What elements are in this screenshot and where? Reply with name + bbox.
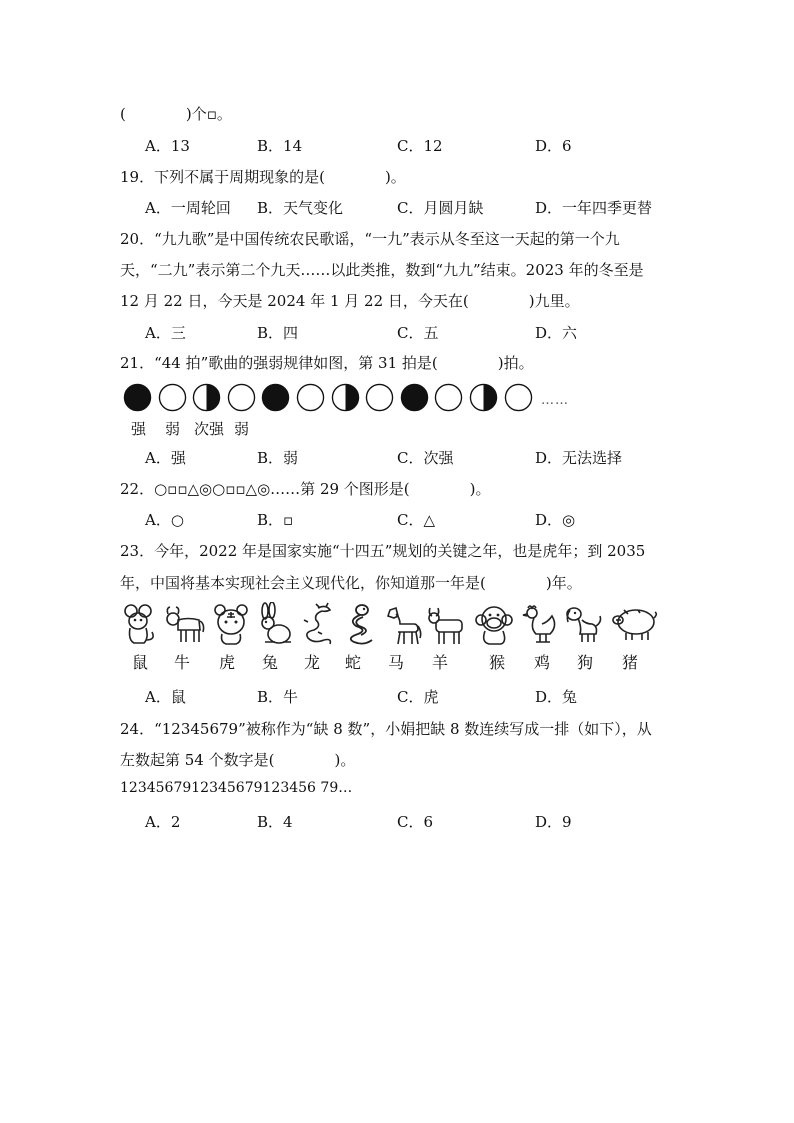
beat-circle-strong <box>123 383 152 412</box>
beat-circle-half <box>192 383 221 412</box>
q20-line-3: 12 月 22 日，今天是 2024 年 1 月 22 日，今天在( )九里。 <box>120 292 580 310</box>
q20-option-b[interactable]: B．四 <box>257 324 299 342</box>
q19-option-b[interactable]: B．天气变化 <box>257 199 344 217</box>
q19-text: 19．下列不属于周期现象的是( )。 <box>120 168 406 186</box>
zodiac-name-tiger: 虎 <box>218 653 235 672</box>
q24-option-b[interactable]: B．4 <box>257 813 293 831</box>
q20-option-d[interactable]: D．六 <box>535 324 578 342</box>
zodiac-name-goat: 羊 <box>431 653 448 672</box>
beat-circle-strong <box>400 383 429 412</box>
beat-pattern-figure <box>123 383 583 415</box>
q19-option-a[interactable]: A．一周轮回 <box>145 199 231 217</box>
q20-line-1: 20．“九九歌”是中国传统农民歌谣，“一九”表示从冬至这一天起的第一个九 <box>120 230 620 248</box>
beat-circle-half <box>469 383 498 412</box>
beat-circle-weak <box>434 383 463 412</box>
q22-option-b[interactable]: B．▫ <box>257 511 294 529</box>
snake-icon <box>338 602 380 646</box>
horse-icon <box>380 602 422 646</box>
rooster-icon <box>518 602 560 646</box>
tiger-icon <box>210 602 252 646</box>
beat-label-weak-2: 弱 <box>234 420 250 438</box>
q23-option-a[interactable]: A．鼠 <box>145 688 186 706</box>
beat-circle-weak <box>158 383 187 412</box>
zodiac-name-dog: 狗 <box>576 653 593 672</box>
zodiac-name-pig: 猪 <box>621 653 638 672</box>
beat-circle-half <box>331 383 360 412</box>
zodiac-animals <box>118 602 663 650</box>
beat-label-medium: 次强 <box>194 420 225 438</box>
dog-icon <box>562 602 604 646</box>
beat-label-strong: 强 <box>131 420 147 438</box>
q18-options <box>145 135 705 157</box>
zodiac-name-horse: 马 <box>387 653 404 672</box>
zodiac-name-ox: 牛 <box>173 653 190 672</box>
q22-options <box>145 509 705 531</box>
q21-option-c[interactable]: C．次强 <box>397 449 454 467</box>
q18-option-b[interactable]: B．14 <box>257 137 303 155</box>
ox-icon <box>164 602 206 646</box>
q23-option-d[interactable]: D．兔 <box>535 688 578 706</box>
q20-line-2: 天，“二九”表示第二个九天……以此类推，数到“九九”结束。2023 年的冬至是 <box>120 261 644 279</box>
q18-option-a[interactable]: A．13 <box>145 137 190 155</box>
q18-text: ( )个▫。 <box>120 105 232 123</box>
rabbit-icon <box>253 602 295 646</box>
q22-option-d[interactable]: D．◎ <box>535 511 576 529</box>
q21-text: 21．“44 拍”歌曲的强弱规律如图，第 31 拍是( )拍。 <box>120 354 534 372</box>
q24-options <box>145 811 705 833</box>
goat-icon <box>424 602 466 646</box>
zodiac-name-rooster: 鸡 <box>533 653 550 672</box>
q23-line-2: 年，中国将基本实现社会主义现代化，你知道那一年是( )年。 <box>120 574 582 592</box>
beat-circle-weak <box>296 383 325 412</box>
q24-line-2: 左数起第 54 个数字是( )。 <box>120 751 356 769</box>
q22-option-a[interactable]: A．○ <box>145 511 184 529</box>
beat-circle-weak <box>504 383 533 412</box>
q23-line-1: 23．今年，2022 年是国家实施“十四五”规划的关键之年，也是虎年；到 2035 <box>120 542 646 560</box>
q24-sequence: 1234567912345679123456 79… <box>120 780 353 796</box>
beat-circle-strong <box>261 383 290 412</box>
pig-icon <box>608 602 658 646</box>
beat-label-weak: 弱 <box>165 420 181 438</box>
q24-option-d[interactable]: D．9 <box>535 813 572 831</box>
zodiac-name-rabbit: 兔 <box>261 653 278 672</box>
beat-circle-weak <box>227 383 256 412</box>
q23-option-b[interactable]: B．牛 <box>257 688 299 706</box>
zodiac-name-rat: 鼠 <box>131 653 148 672</box>
zodiac-name-monkey: 猴 <box>488 653 505 672</box>
q23-options <box>145 686 705 708</box>
monkey-icon <box>473 602 515 646</box>
q20-option-c[interactable]: C．五 <box>397 324 439 342</box>
q22-text: 22．○▫▫△◎○▫▫△◎……第 29 个图形是( )。 <box>120 480 491 498</box>
beat-ellipsis: …… <box>541 393 569 408</box>
q22-option-c[interactable]: C．△ <box>397 511 436 529</box>
beat-circle-weak <box>365 383 394 412</box>
q18-option-d[interactable]: D．6 <box>535 137 572 155</box>
rat-icon <box>118 602 160 646</box>
q24-option-a[interactable]: A．2 <box>145 813 181 831</box>
dragon-icon <box>296 602 338 646</box>
q20-options <box>145 322 705 344</box>
q19-options <box>145 197 705 219</box>
q24-line-1: 24．“12345679”被称作为“缺 8 数”，小娟把缺 8 数连续写成一排（如下），从 <box>120 720 652 738</box>
q19-option-d[interactable]: D．一年四季更替 <box>535 199 653 217</box>
zodiac-name-snake: 蛇 <box>344 653 361 672</box>
q21-option-b[interactable]: B．弱 <box>257 449 299 467</box>
zodiac-name-dragon: 龙 <box>303 653 320 672</box>
q19-option-c[interactable]: C．月圆月缺 <box>397 199 484 217</box>
q21-option-d[interactable]: D．无法选择 <box>535 449 623 467</box>
q24-option-c[interactable]: C．6 <box>397 813 434 831</box>
q20-option-a[interactable]: A．三 <box>145 324 186 342</box>
q21-option-a[interactable]: A．强 <box>145 449 186 467</box>
q18-option-c[interactable]: C．12 <box>397 137 443 155</box>
q23-option-c[interactable]: C．虎 <box>397 688 439 706</box>
q21-options <box>145 447 705 469</box>
